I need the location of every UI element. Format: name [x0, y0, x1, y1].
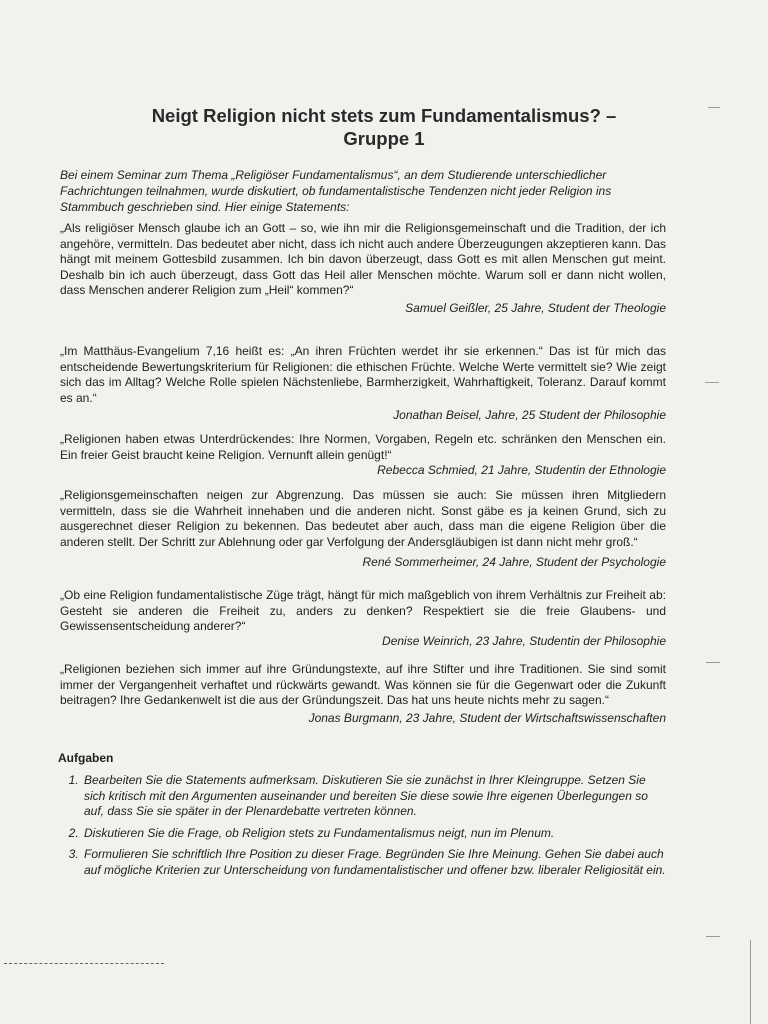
- scan-edge: [750, 940, 751, 1024]
- statement-author: Denise Weinrich, 23 Jahre, Studentin der Philosophie: [382, 633, 666, 648]
- statement-author: René Sommerheimer, 24 Jahre, Student der Psychologie: [362, 555, 666, 570]
- statement-author: Rebecca Schmied, 21 Jahre, Studentin der Ethnologie: [377, 463, 666, 478]
- statement-6: [60, 662, 666, 726]
- statement-3: [60, 432, 666, 478]
- scan-mark: [706, 662, 720, 663]
- title-line-1: Neigt Religion nicht stets zum Fundamentalismus? –: [151, 105, 617, 126]
- statement-5: [60, 588, 666, 649]
- page-title: [60, 104, 708, 150]
- statement-text: „Religionen haben etwas Unterdrückendes: Ihre Normen, Vorgaben, Regeln etc. schränken den Menschen ein. Ein freier Geist braucht keine Religion. Vernunft allein genügt!“: [60, 432, 666, 462]
- statement-author: Jonathan Beisel, Jahre, 25 Student der Philosophie: [393, 408, 666, 423]
- task-item: 3. Formulieren Sie schriftlich Ihre Position zu dieser Frage. Begründen Sie Ihre Meinung. Gehen Sie dabei auch auf mögliche Kriterien zur Unterscheidung von fundamentalistischer und offener bzw. liberaler Religiosität ein.: [82, 847, 670, 878]
- statement-text: „Religionsgemeinschaften neigen zur Abgrenzung. Das müssen sie auch: Sie müssen ihren Mitgliedern vermitteln, dass sie die Wahrheit innehaben und die anderen nicht. Sonst gäbe es ja keinen Grund, sich zu ausgerechnet dieser Religion zu bekennen. Das bedeutet aber auch, dass man die eigene Religion über die anderen stellt. Der Schritt zur Ablehnung oder gar Verfolgung der Andersgläubigen ist dann nicht mehr groß.“: [60, 488, 666, 549]
- statement-1: [60, 221, 666, 316]
- scan-mark: [708, 107, 720, 108]
- tasks-heading: Aufgaben: [58, 751, 114, 765]
- statement-text: „Als religiöser Mensch glaube ich an Gott – so, wie ihn mir die Religionsgemeinschaft und die Tradition, der ich angehöre, vermitteln. Das bedeutet aber nicht, dass ich nicht auch andere Überzeugungen akzeptieren kann. Das hängt mit meinem Gottesbild zusammen. Ich bin davon überzeugt, dass Gott es mit allen Menschen gut meint. Deshalb bin ich auch überzeugt, dass Gott das Heil aller Menschen möchte. Warum soll er dann nicht wollen, dass Menschen anderer Religion zum „Heil“ kommen?“: [60, 221, 666, 298]
- intro-paragraph: Bei einem Seminar zum Thema „Religiöser Fundamentalismus“, an dem Studierende unterschiedlicher Fachrichtungen teilnahmen, wurde diskutiert, ob fundamentalistische Tendenzen nicht jeder Religion ins Stammbuch geschrieben sind. Hier einige Statements:: [60, 168, 612, 214]
- statement-text: „Ob eine Religion fundamentalistische Züge trägt, hängt für mich maßgeblich von ihrem Verhältnis zur Freiheit ab: Gesteht sie anderen die Freiheit zu, anders zu denken? Respektiert sie die freie Glaubens- und Gewissensentscheidung anderer?“: [60, 588, 666, 634]
- scan-dashes: [4, 963, 164, 965]
- scan-mark: [706, 936, 720, 937]
- tasks-section: [58, 751, 670, 885]
- statement-text: „Religionen beziehen sich immer auf ihre Gründungstexte, auf ihre Stifter und ihre Traditionen. Sie sind somit immer der Vergangenheit verhaftet und rückwärts gewandt. Was können sie für die Gegenwart oder die Zukunft beitragen? Ihre Gedankenwelt ist die aus der Gründungszeit. Das hat uns heute nichts mehr zu sagen.“: [60, 662, 666, 708]
- tasks-list: [58, 773, 670, 879]
- statement-author: Samuel Geißler, 25 Jahre, Student der Theologie: [405, 300, 666, 315]
- statement-author: Jonas Burgmann, 23 Jahre, Student der Wirtschaftswissenschaften: [308, 710, 666, 725]
- scan-mark: [705, 382, 719, 383]
- statement-4: [60, 488, 666, 570]
- title-line-2: Gruppe 1: [343, 128, 425, 149]
- statement-text: „Im Matthäus-Evangelium 7,16 heißt es: „An ihren Früchten werdet ihr sie erkennen.“ Das ist für mich das entscheidende Bewertungskriterium für Religionen: die ethischen Früchte. Welche Werte vermittelt sie? Wie zeigt sich das im Alltag? Welche Rolle spielen Nächstenliebe, Barmherzigkeit, Wahrhaftigkeit, Toleranz. Darauf kommt es an.“: [60, 344, 666, 405]
- task-item: 1. Bearbeiten Sie die Statements aufmerksam. Diskutieren Sie sie zunächst in Ihrer Kleingruppe. Setzen Sie sich kritisch mit den Argumenten auseinander und bereiten Sie diese sowie Ihre eigenen Überlegungen so auf, dass Sie sie später in der Plenardebatte vertreten können.: [82, 773, 670, 820]
- statement-2: [60, 344, 666, 423]
- task-item: 2. Diskutieren Sie die Frage, ob Religion stets zu Fundamentalismus neigt, nun im Plenum.: [82, 826, 670, 842]
